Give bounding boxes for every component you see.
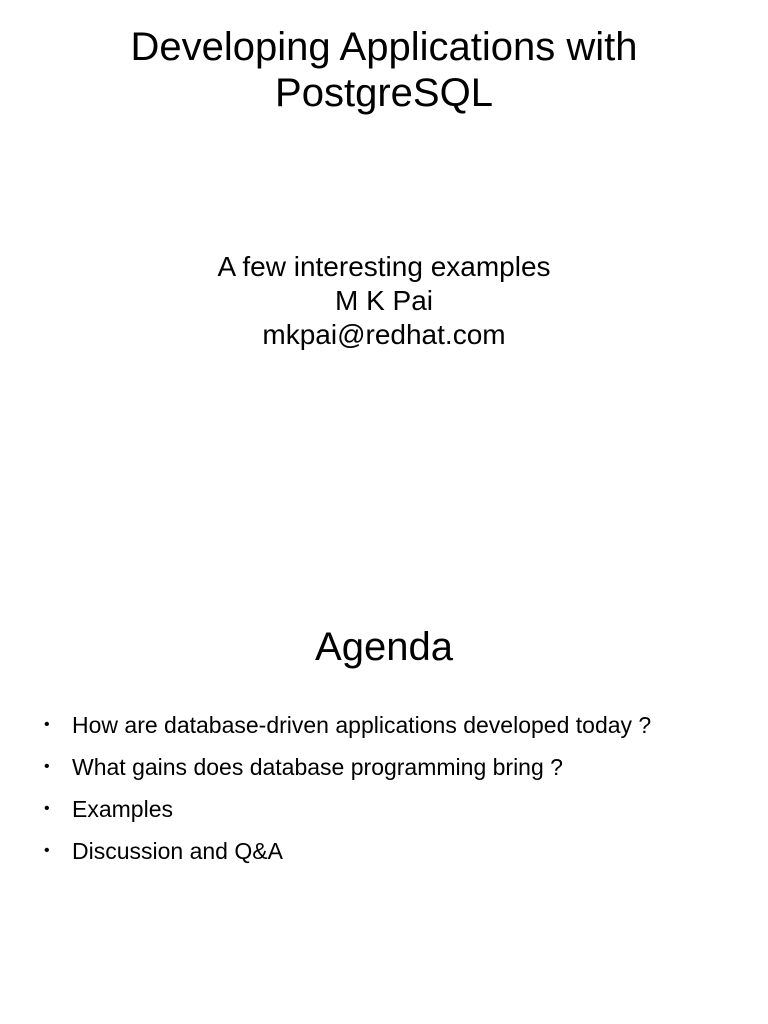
- agenda-item-label: Discussion and Q&A: [72, 838, 283, 864]
- list-item: [40, 830, 740, 872]
- bullet-icon: •: [44, 716, 50, 733]
- subtitle-text: A few interesting examples: [217, 251, 551, 282]
- bullet-icon: •: [44, 758, 50, 775]
- agenda-list: [40, 704, 740, 872]
- list-item: [40, 788, 740, 830]
- author-email: mkpai@redhat.com: [262, 319, 506, 350]
- agenda-item-label: Examples: [72, 796, 173, 822]
- author-name: M K Pai: [334, 285, 434, 316]
- presentation-title: Developing Applications with PostgreSQL: [130, 25, 638, 115]
- agenda-item-label: What gains does database programming bring ?: [72, 754, 563, 780]
- bullet-icon: •: [44, 800, 50, 817]
- agenda-title: Agenda: [315, 625, 453, 669]
- agenda-slide: [0, 576, 768, 1024]
- agenda-item-label: How are database-driven applications developed today ?: [72, 712, 652, 738]
- subtitle-block: [0, 250, 768, 352]
- list-item: [40, 746, 740, 788]
- bullet-icon: •: [44, 842, 50, 859]
- list-item: [40, 704, 740, 746]
